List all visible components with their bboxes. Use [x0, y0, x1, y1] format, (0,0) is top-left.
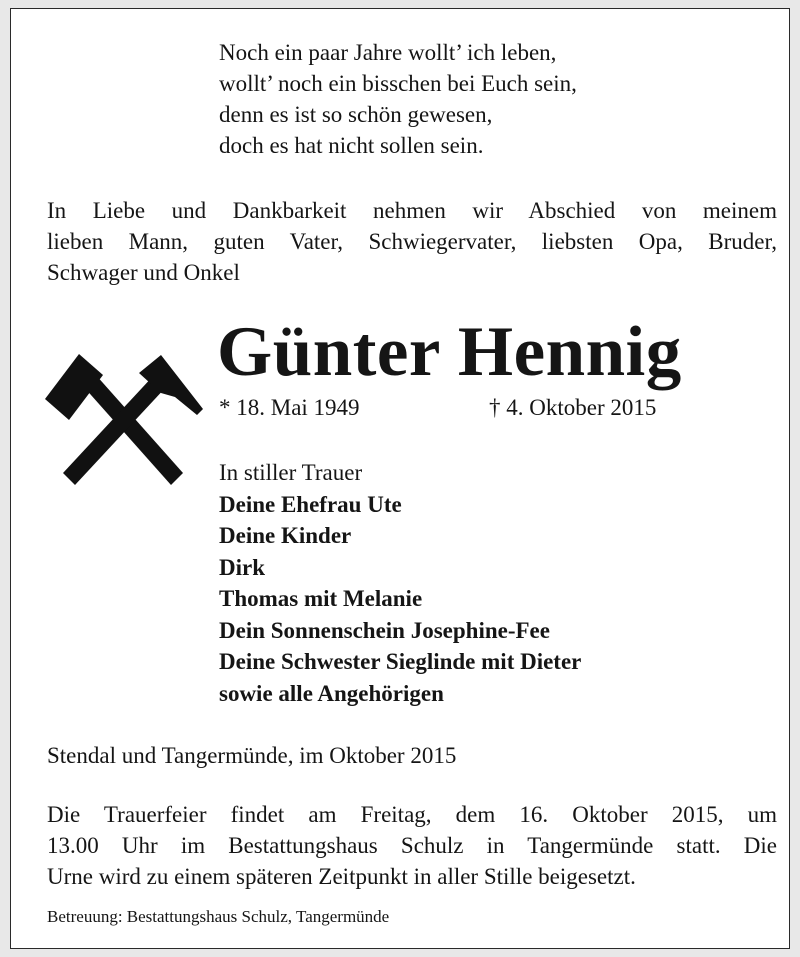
poem-line: doch es hat nicht sollen sein. [219, 133, 484, 158]
poem-line: wollt’ noch ein bisschen bei Euch sein, [219, 71, 577, 96]
mourner: Dein Sonnenschein Josephine-Fee [219, 617, 550, 643]
farewell-text [47, 195, 777, 288]
birth-date: * 18. Mai 1949 [219, 395, 360, 420]
ceremony-line: Die Trauerfeier findet am Freitag, dem 16. Oktober 2015, um [47, 802, 777, 827]
ceremony-line: Urne wird zu einem späteren Zeitpunkt in aller Stille beigesetzt. [47, 864, 636, 889]
farewell-line: In Liebe und Dankbarkeit nehmen wir Abschied von meinem [47, 198, 777, 223]
hammer-and-pick-icon [43, 349, 205, 489]
poem-line: Noch ein paar Jahre wollt’ ich leben, [219, 40, 557, 65]
mourner: Dirk [219, 554, 265, 580]
ceremony-info [47, 799, 777, 892]
mourner: Deine Schwester Sieglinde mit Dieter [219, 649, 582, 674]
mourner: Deine Ehefrau Ute [219, 491, 402, 517]
death-date: † 4. Oktober 2015 [489, 395, 657, 420]
obituary-notice [10, 8, 790, 949]
mourning-heading: In stiller Trauer [219, 460, 363, 485]
place-and-date: Stendal und Tangermünde, im Oktober 2015 [47, 743, 457, 768]
ceremony-line: 13.00 Uhr im Bestattungshaus Schulz in Tangermünde statt. Die [47, 833, 777, 858]
funeral-home-credit: Betreuung: Bestattungshaus Schulz, Tangermünde [47, 907, 390, 926]
mourner: Thomas mit Melanie [219, 586, 423, 611]
poem [219, 37, 577, 161]
mourner: sowie alle Angehörigen [219, 680, 444, 706]
poem-line: denn es ist so schön gewesen, [219, 102, 493, 127]
deceased-name: Günter Hennig [217, 313, 682, 391]
mourner: Deine Kinder [219, 523, 352, 548]
farewell-line: Schwager und Onkel [47, 260, 240, 285]
farewell-line: lieben Mann, guten Vater, Schwiegervater, liebsten Opa, Bruder, [47, 229, 777, 254]
mourners-list [219, 457, 581, 709]
